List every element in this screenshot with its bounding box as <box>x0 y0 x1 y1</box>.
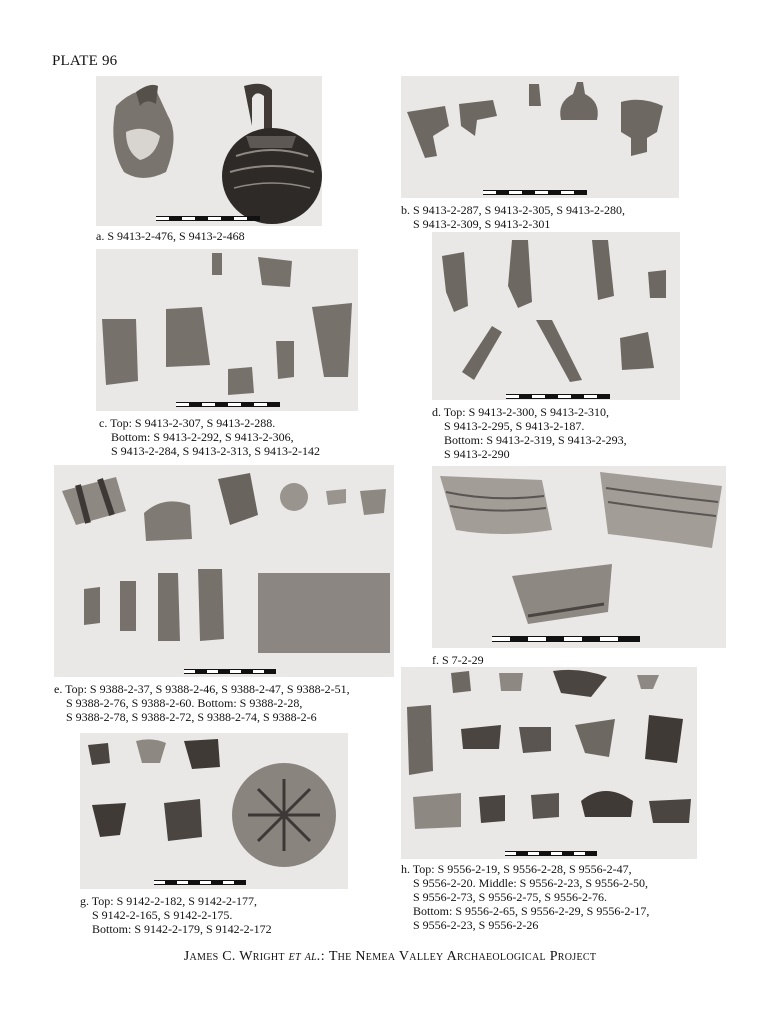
caption-line: S 9388-2-76, S 9388-2-60. Bottom: S 9388-2-28, <box>66 696 303 710</box>
caption-line: h. Top: S 9556-2-19, S 9556-2-28, S 9556-2-47, <box>401 862 632 876</box>
caption-line: Bottom: S 9556-2-65, S 9556-2-29, S 9556-2-17, <box>413 904 650 918</box>
photo-b <box>401 76 679 198</box>
caption-line: g. Top: S 9142-2-182, S 9142-2-177, <box>80 894 257 908</box>
caption-line: Bottom: S 9413-2-292, S 9413-2-306, <box>111 430 294 444</box>
scale-bar <box>176 402 280 407</box>
fragments <box>442 240 666 382</box>
caption-line: b. S 9413-2-287, S 9413-2-305, S 9413-2-280, <box>401 203 625 217</box>
caption-line: d. Top: S 9413-2-300, S 9413-2-310, <box>432 405 609 419</box>
caption-line: e. Top: S 9388-2-37, S 9388-2-46, S 9388-2-47, S 9388-2-51, <box>54 682 350 696</box>
footer-etal: et al. <box>288 949 321 964</box>
caption-line: S 9142-2-165, S 9142-2-175. <box>92 908 233 922</box>
scale-bar <box>492 636 640 642</box>
caption-line: f. S 7-2-29 <box>432 653 484 667</box>
footer-title: The Nemea Valley Archaeological Project <box>328 949 597 964</box>
caption-line: S 9556-2-73, S 9556-2-75, S 9556-2-76. <box>413 890 607 904</box>
photo-c <box>96 249 358 411</box>
brick-fragment <box>258 573 390 653</box>
scale-bar <box>483 190 587 195</box>
scale-bar <box>156 216 260 221</box>
photo-e <box>54 465 394 677</box>
caption-line: S 9413-2-309, S 9413-2-301 <box>413 217 551 231</box>
painted-sherds <box>88 739 220 841</box>
photo-h <box>401 667 697 859</box>
caption-line: c. Top: S 9413-2-307, S 9413-2-288. <box>99 416 276 430</box>
caption-line: S 9413-2-295, S 9413-2-187. <box>444 419 585 433</box>
scale-bar <box>154 880 246 885</box>
footer-author: James C. Wright <box>183 949 285 964</box>
plate-label: PLATE 96 <box>52 53 118 69</box>
caption-line: Bottom: S 9413-2-319, S 9413-2-293, <box>444 433 627 447</box>
caption-f <box>432 653 484 667</box>
scale-bar <box>505 851 597 856</box>
caption-h <box>401 862 649 932</box>
caption-d <box>432 405 627 461</box>
sherds <box>407 82 663 158</box>
caption-line: a. S 9413-2-476, S 9413-2-468 <box>96 229 245 243</box>
caption-line: S 9556-2-23, S 9556-2-26 <box>413 918 539 932</box>
decorated-rim-sherds <box>440 472 722 624</box>
middle-row-sherds <box>407 705 683 775</box>
footer-colon: : <box>320 949 325 964</box>
photo-d <box>432 232 680 400</box>
scale-bar <box>184 669 276 674</box>
caption-line: Bottom: S 9142-2-179, S 9142-2-172 <box>92 922 272 936</box>
painted-sherds <box>62 473 386 541</box>
top-row-sherds <box>451 670 659 697</box>
photo-g <box>80 733 348 889</box>
caption-line: S 9413-2-290 <box>444 447 510 461</box>
caption-e <box>54 682 350 724</box>
caption-line: S 9413-2-284, S 9413-2-313, S 9413-2-142 <box>111 444 320 458</box>
fragments <box>102 253 352 395</box>
scale-bar <box>506 394 610 399</box>
photo-a <box>96 76 322 226</box>
stamped-base <box>232 763 336 867</box>
decorated-jug <box>222 84 322 224</box>
caption-a <box>96 229 245 243</box>
caption-g <box>80 894 272 936</box>
cylindrical-fragments <box>84 569 224 641</box>
bottom-row-sherds <box>413 791 691 829</box>
running-footer <box>0 949 780 965</box>
caption-c <box>99 416 320 458</box>
caption-b <box>401 203 625 231</box>
caption-line: S 9388-2-78, S 9388-2-72, S 9388-2-74, S 9388-2-6 <box>66 710 317 724</box>
caption-line: S 9556-2-20. Middle: S 9556-2-23, S 9556-2-50, <box>413 876 648 890</box>
fragmentary-jug <box>113 85 173 178</box>
photo-f <box>432 466 726 648</box>
